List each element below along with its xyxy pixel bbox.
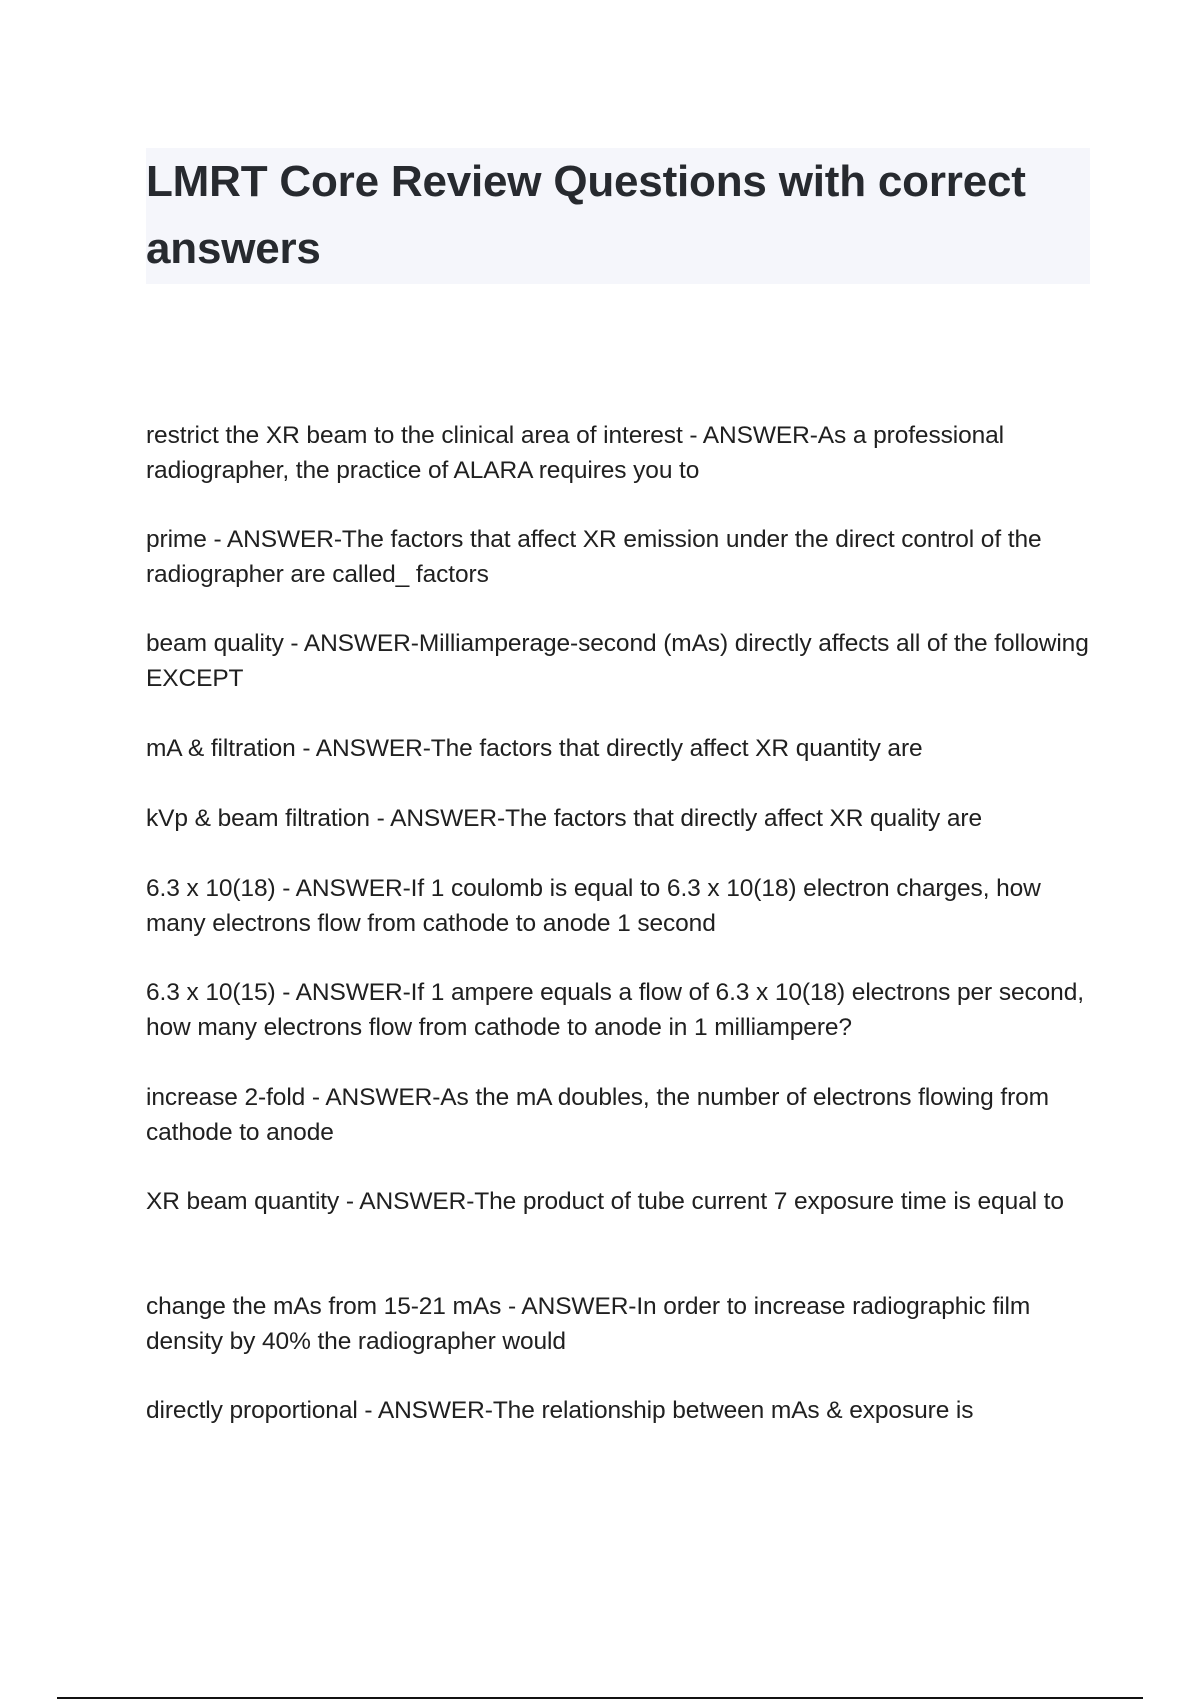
qa-item: directly proportional - ANSWER-The relationship between mAs & exposure is xyxy=(146,1397,974,1424)
qa-item: beam quality - ANSWER-Milliamperage-second (mAs) directly affects all of the following EXCEPT xyxy=(146,630,1089,692)
qa-item: change the mAs from 15-21 mAs - ANSWER-In order to increase radiographic film density by 40% the radiographer would xyxy=(146,1293,1031,1355)
footer-divider xyxy=(57,1697,1143,1699)
qa-item: prime - ANSWER-The factors that affect XR emission under the direct control of the radiographer are called_ factors xyxy=(146,526,1042,588)
qa-item: increase 2-fold - ANSWER-As the mA doubles, the number of electrons flowing from cathode to anode xyxy=(146,1084,1049,1146)
document-title: LMRT Core Review Questions with correct answers xyxy=(146,157,1026,273)
qa-item: 6.3 x 10(15) - ANSWER-If 1 ampere equals a flow of 6.3 x 10(18) electrons per second, how many electrons flow from cathode to anode in 1 milliampere? xyxy=(146,979,1084,1041)
qa-item: XR beam quantity - ANSWER-The product of tube current 7 exposure time is equal to xyxy=(146,1188,1064,1215)
qa-item: 6.3 x 10(18) - ANSWER-If 1 coulomb is equal to 6.3 x 10(18) electron charges, how many electrons flow from cathode to anode 1 second xyxy=(146,875,1041,937)
qa-item: mA & filtration - ANSWER-The factors that directly affect XR quantity are xyxy=(146,735,923,762)
qa-item: kVp & beam filtration - ANSWER-The factors that directly affect XR quality are xyxy=(146,805,982,832)
title-banner xyxy=(146,148,1090,284)
qa-item: restrict the XR beam to the clinical area of interest - ANSWER-As a professional radiographer, the practice of ALARA requires you to xyxy=(146,422,1005,484)
